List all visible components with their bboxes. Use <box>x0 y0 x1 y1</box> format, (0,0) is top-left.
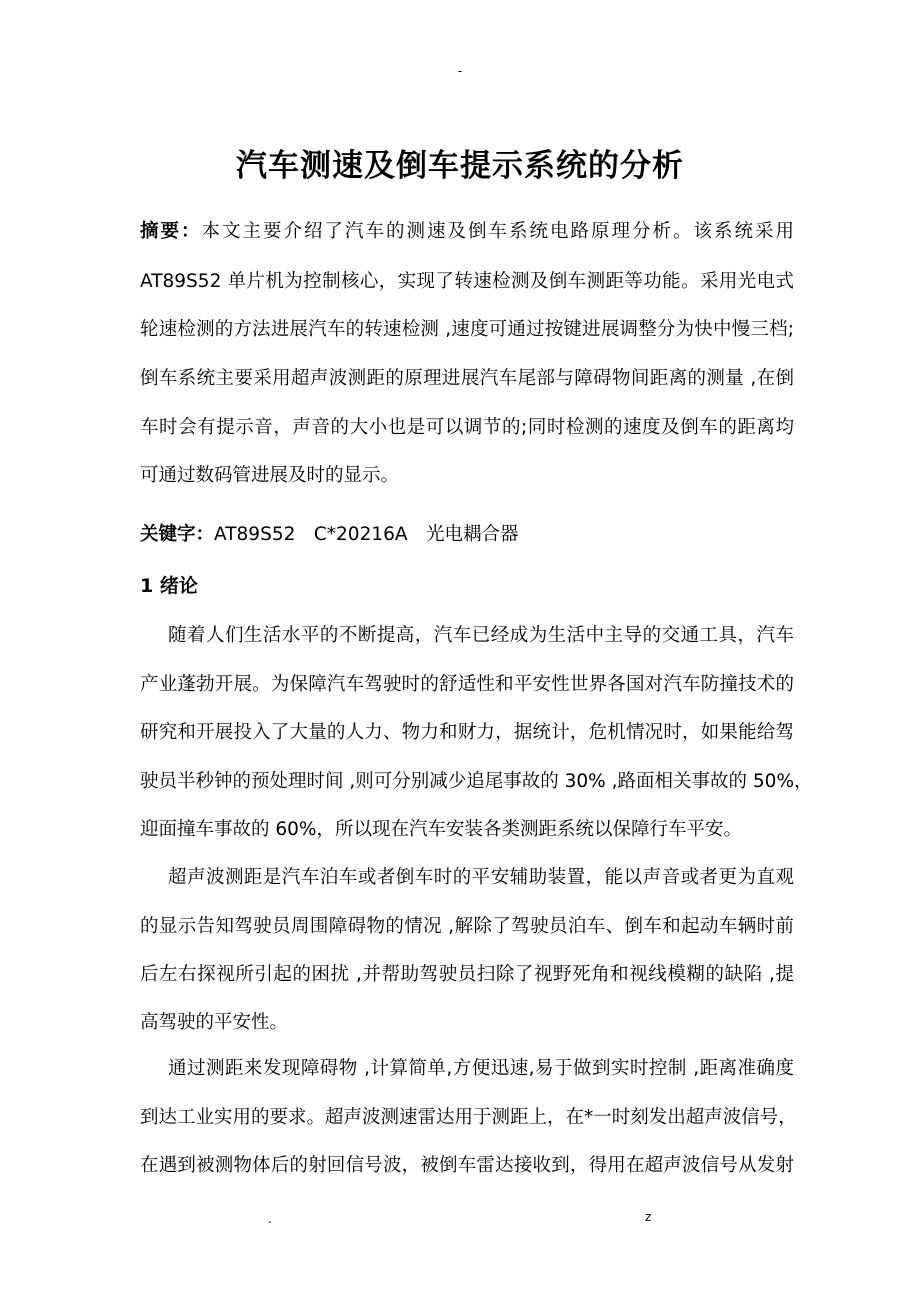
paragraph-line: 通过测距来发现障碍物 ,计算简单,方便迅速,易于做到实时控制 ,距离准确度 <box>168 1058 794 1079</box>
abstract-line: AT89S52 单片机为控制核心，实现了转速检测及倒车测距等功能。采用光电式 <box>140 271 794 292</box>
paragraph-line: 后左右探视所引起的困扰 ,并帮助驾驶员扫除了视野死角和视线模糊的缺陷 ,提 <box>140 964 794 985</box>
paragraph-line: 超声波测距是汽车泊车或者倒车时的平安辅助装置，能以声音或者更为直观 <box>168 867 794 888</box>
abstract-line: 车时会有提示音，声音的大小也是可以调节的;同时检测的速度及倒车的距离均 <box>140 417 794 438</box>
section-heading: 1 绪论 <box>140 575 198 597</box>
footer-left-mark: . <box>268 1212 272 1226</box>
paragraph-line: 研究和开展投入了大量的人力、物力和财力，据统计，危机情况时，如果能给驾 <box>140 722 794 743</box>
abstract-label: 摘要： <box>140 221 202 242</box>
paragraph-line: 驶员半秒钟的预处理时间 ,则可分别减少追尾事故的 30% ,路面相关事故的 50%， <box>140 771 813 792</box>
abstract-text: 本文主要介绍了汽车的测速及倒车系统电路原理分析。该系统采用 <box>201 221 794 242</box>
paragraph-line: 在遇到被测物体后的射回信号波，被倒车雷达接收到，得用在超声波信号从发射 <box>140 1155 794 1176</box>
abstract-line: 可通过数码管进展及时的显示。 <box>140 465 400 486</box>
keywords-value: AT89S52 C*20216A 光电耦合器 <box>214 524 519 545</box>
paragraph-line: 产业蓬勃开展。为保障汽车驾驶时的舒适性和平安性世界各国对汽车防撞技术的 <box>140 674 794 695</box>
abstract-line: 轮速检测的方法进展汽车的转速检测 ,速度可通过按键进展调整分为快中慢三档; <box>140 319 794 340</box>
paragraph-line: 高驾驶的平安性。 <box>140 1012 289 1033</box>
abstract-line: 倒车系统主要采用超声波测距的原理进展汽车尾部与障碍物间距离的测量 ,在倒 <box>140 368 794 389</box>
paragraph-line: 到达工业实用的要求。超声波测速雷达用于测距上，在*一时刻发出超声波信号， <box>140 1107 797 1128</box>
document-title: 汽车测速及倒车提示系统的分析 <box>236 148 684 184</box>
paragraph-line: 随着人们生活水平的不断提高，汽车已经成为生活中主导的交通工具，汽车 <box>168 625 794 646</box>
footer-right-mark: z <box>645 1210 652 1224</box>
keywords-label: 关键字： <box>140 524 215 545</box>
abstract-line <box>140 220 794 244</box>
page-header-mark: - <box>457 64 463 78</box>
paragraph-line: 迎面撞车事故的 60%，所以现在汽车安装各类测距系统以保障行车平安。 <box>140 819 743 840</box>
paragraph-line: 的显示告知驾驶员周围障碍物的情况 ,解除了驾驶员泊车、倒车和起动车辆时前 <box>140 916 794 937</box>
keywords-line <box>140 523 794 547</box>
